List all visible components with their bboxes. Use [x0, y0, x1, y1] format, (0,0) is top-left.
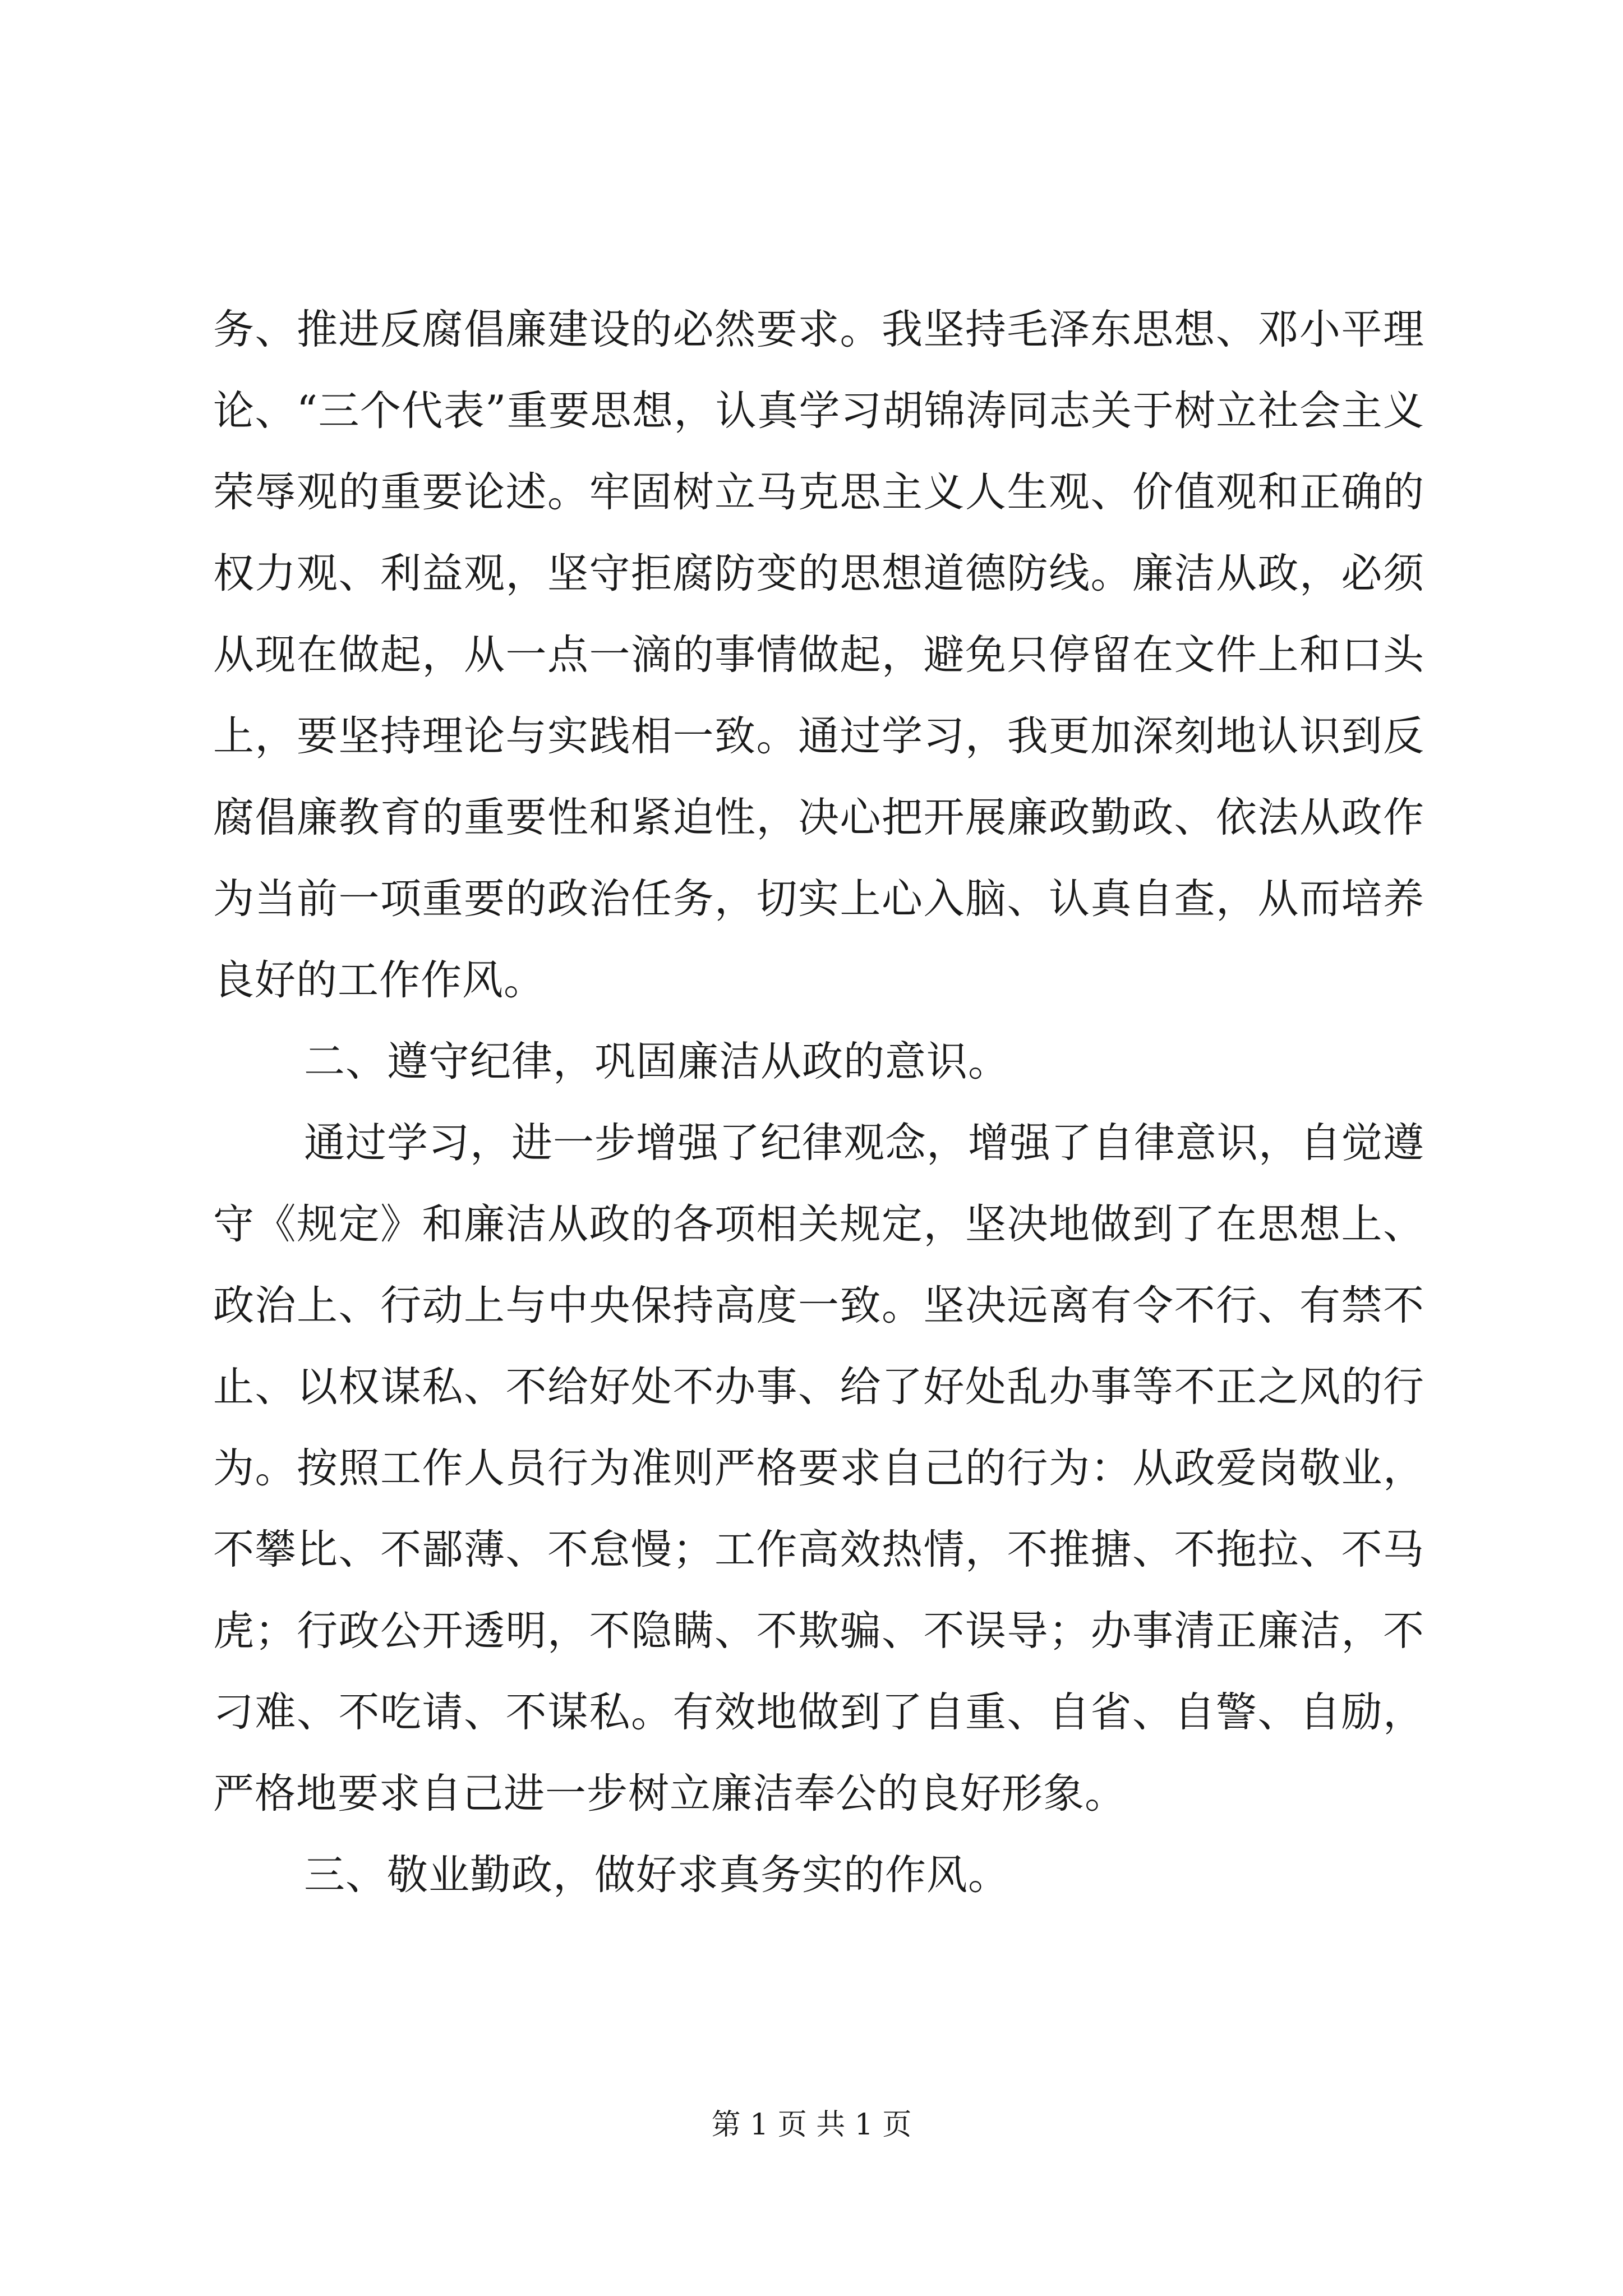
paragraph-discipline: 通过学习，进一步增强了纪律观念，增强了自律意识，自觉遵守《规定》和廉洁从政的各项相关规定，坚决地做到了在思想上、政治上、行动上与中央保持高度一致。坚决远离有令不行、有禁不止、以权谋私、不给好处不办事、给了好处乱办事等不正之风的行为。按照工作人员行为准则严格要求自己的行为：从政爱岗敬业，不攀比、不鄙薄、不怠慢；工作高效热情，不推搪、不拖拉、不马虎；行政公开透明，不隐瞒、不欺骗、不误导；办事清正廉洁，不刁难、不吃请、不谋私。有效地做到了自重、自省、自警、自励，严格地要求自己进一步树立廉洁奉公的良好形象。 [213, 1119, 1424, 1818]
section-heading-2: 二、遵守纪律，巩固廉洁从政的意识。 [304, 1038, 1009, 1085]
paragraph-continued: 务、推进反腐倡廉建设的必然要求。我坚持毛泽东思想、邓小平理论、“三个代表”重要思想，认真学习胡锦涛同志关于树立社会主义荣辱观的重要论述。牢固树立马克思主义人生观、价值观和正确的权力观、利益观，坚守拒腐防变的思想道德防线。廉洁从政，必须从现在做起，从一点一滴的事情做起，避免只停留在文件上和口头上，要坚持理论与实践相一致。通过学习，我更加深刻地认识到反腐倡廉教育的重要性和紧迫性，决心把开展廉政勤政、依法从政作为当前一项重要的政治任务，切实上心入脑、认真自查，从而培养良好的工作作风。 [213, 306, 1424, 1004]
page-footer: 第 1 页 共 1 页 [711, 2108, 912, 2142]
document-body [213, 289, 1424, 1916]
section-heading-3: 三、敬业勤政，做好求真务实的作风。 [304, 1851, 1009, 1899]
